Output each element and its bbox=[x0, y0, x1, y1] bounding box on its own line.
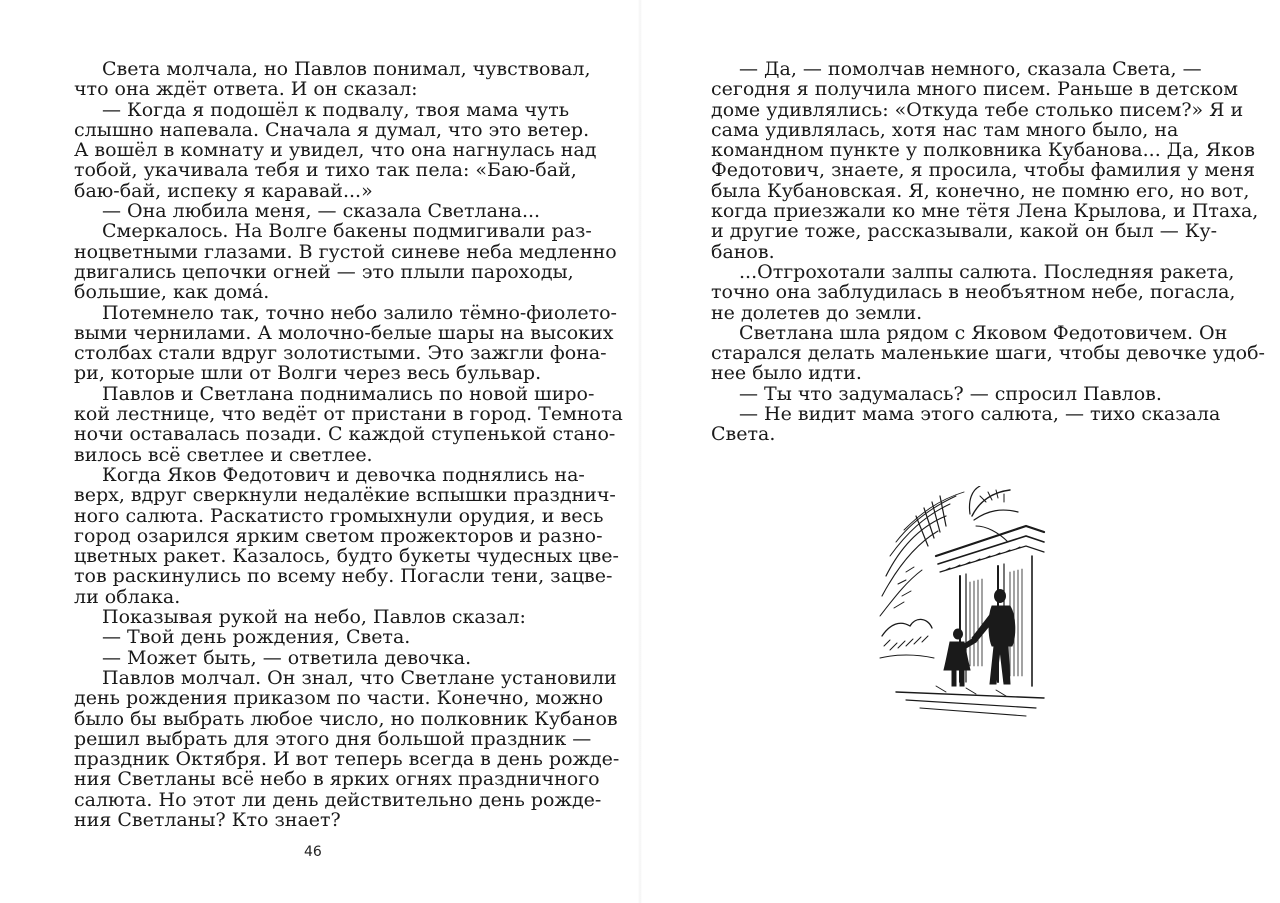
text-line: баю-бай, испеку я каравай...» bbox=[74, 179, 373, 202]
text-line: Павлов и Светлана поднимались по новой широ- bbox=[102, 382, 595, 405]
text-line: верх, вдруг сверкнули недалёкие вспышки празднич- bbox=[74, 484, 616, 507]
text-line: — Да, — помолчав немного, сказала Света, — bbox=[739, 58, 1202, 80]
text-line: — Твой день рождения, Света. bbox=[102, 626, 411, 649]
text-line: салюта. Но этот ли день действительно день рожде- bbox=[74, 788, 602, 811]
left-page-text bbox=[74, 58, 623, 831]
text-line: точно она заблудилась в необъятном небе, погасла, bbox=[711, 281, 1236, 304]
text-line: большие, как дома́. bbox=[74, 281, 270, 304]
text-line: праздник Октября. И вот теперь всегда в день рожде- bbox=[74, 748, 620, 771]
text-line: Павлов молчал. Он знал, что Светлане установили bbox=[102, 666, 617, 689]
text-line: двигались цепочки огней — это плыли пароходы, bbox=[74, 260, 574, 283]
text-line: нее было идти. bbox=[711, 362, 862, 385]
text-line: доме удивлялись: «Откуда тебе столько писем?» Я и bbox=[711, 98, 1244, 121]
text-line: ния Светланы? Кто знает? bbox=[74, 808, 341, 831]
text-line: — Она любила меня, — сказала Светлана... bbox=[102, 200, 541, 223]
text-line: Потемнело так, точно небо залило тёмно-фиолето- bbox=[102, 301, 617, 324]
text-line: сегодня я получила много писем. Раньше в детском bbox=[711, 78, 1239, 101]
text-line: сама удивлялась, хотя нас там много было, на bbox=[711, 118, 1179, 141]
text-line: Светлана шла рядом с Яковом Федотовичем. Он bbox=[739, 321, 1228, 344]
text-line: выми чернилами. А молочно-белые шары на высоких bbox=[74, 321, 614, 344]
text-line: была Кубановская. Я, конечно, не помню его, но вот, bbox=[711, 179, 1250, 202]
text-line: ночи оставалась позади. С каждой ступенькой стано- bbox=[74, 423, 616, 446]
text-line: столбах стали вдруг золотистыми. Это зажгли фона- bbox=[74, 342, 607, 365]
text-line: ...Отгрохотали залпы салюта. Последняя ракета, bbox=[739, 260, 1235, 283]
text-line: было бы выбрать любое число, но полковник Кубанов bbox=[74, 707, 618, 730]
text-line: кой лестнице, что ведёт от пристани в город. Темнота bbox=[74, 403, 623, 426]
text-line: ри, которые шли от Волги через весь бульвар. bbox=[74, 362, 542, 385]
text-line: тов раскинулись по всему небу. Погасли тени, зацве- bbox=[74, 565, 613, 588]
text-line: город озарился ярким светом прожекторов и разно- bbox=[74, 524, 603, 547]
vignette-man-and-girl-walking-icon bbox=[876, 486, 1046, 718]
text-line: Показывая рукой на небо, Павлов сказал: bbox=[102, 606, 526, 629]
text-line: решил выбрать для этого дня большой праздник — bbox=[74, 727, 592, 750]
text-line: — Может быть, — ответила девочка. bbox=[102, 646, 472, 669]
text-line: что она ждёт ответа. И он сказал: bbox=[74, 78, 418, 101]
text-line: цветных ракет. Казалось, будто букеты чудесных цве- bbox=[74, 545, 619, 568]
text-line: ли облака. bbox=[74, 585, 181, 608]
text-line: А вошёл в комнату и увидел, что она нагнулась над bbox=[74, 139, 597, 162]
text-line: тобой, укачивала тебя и тихо так пела: «Баю-бай, bbox=[74, 159, 577, 182]
text-line: — Когда я подошёл к подвалу, твоя мама чуть bbox=[102, 98, 570, 121]
text-line: вилось всё светлее и светлее. bbox=[74, 443, 373, 466]
text-line: Федотович, знаете, я просила, чтобы фамилия у меня bbox=[711, 159, 1256, 182]
text-line: — Не видит мама этого салюта, — тихо сказала bbox=[739, 403, 1221, 426]
text-line: и другие тоже, рассказывали, какой он был — Ку- bbox=[711, 220, 1218, 243]
text-line: банов. bbox=[711, 240, 775, 263]
text-line: ноцветными глазами. В густой синеве неба медленно bbox=[74, 240, 617, 263]
text-line: — Ты что задумалась? — спросил Павлов. bbox=[739, 382, 1162, 405]
text-line: Света. bbox=[711, 423, 776, 446]
text-line: Света молчала, но Павлов понимал, чувствовал, bbox=[102, 58, 591, 80]
text-line: слышно напевала. Сначала я думал, что это ветер. bbox=[74, 118, 590, 141]
text-line: ния Светланы всё небо в ярких огнях праздничного bbox=[74, 768, 600, 791]
text-line: день рождения приказом по части. Конечно, можно bbox=[74, 687, 604, 710]
text-line: ного салюта. Раскатисто громыхнули орудия, и весь bbox=[74, 504, 604, 527]
right-page-text bbox=[711, 58, 1265, 446]
text-line: старался делать маленькие шаги, чтобы девочке удоб- bbox=[711, 342, 1265, 365]
book-gutter bbox=[638, 0, 642, 903]
page-number: 46 bbox=[304, 844, 322, 860]
text-line: Смеркалось. На Волге бакены подмигивали раз- bbox=[102, 220, 592, 243]
text-line: Когда Яков Федотович и девочка поднялись на- bbox=[102, 463, 585, 486]
text-line: не долетев до земли. bbox=[711, 301, 923, 324]
text-line: командном пункте у полковника Кубанова... Да, Яков bbox=[711, 139, 1255, 162]
text-line: когда приезжали ко мне тётя Лена Крылова, и Птаха, bbox=[711, 200, 1259, 223]
